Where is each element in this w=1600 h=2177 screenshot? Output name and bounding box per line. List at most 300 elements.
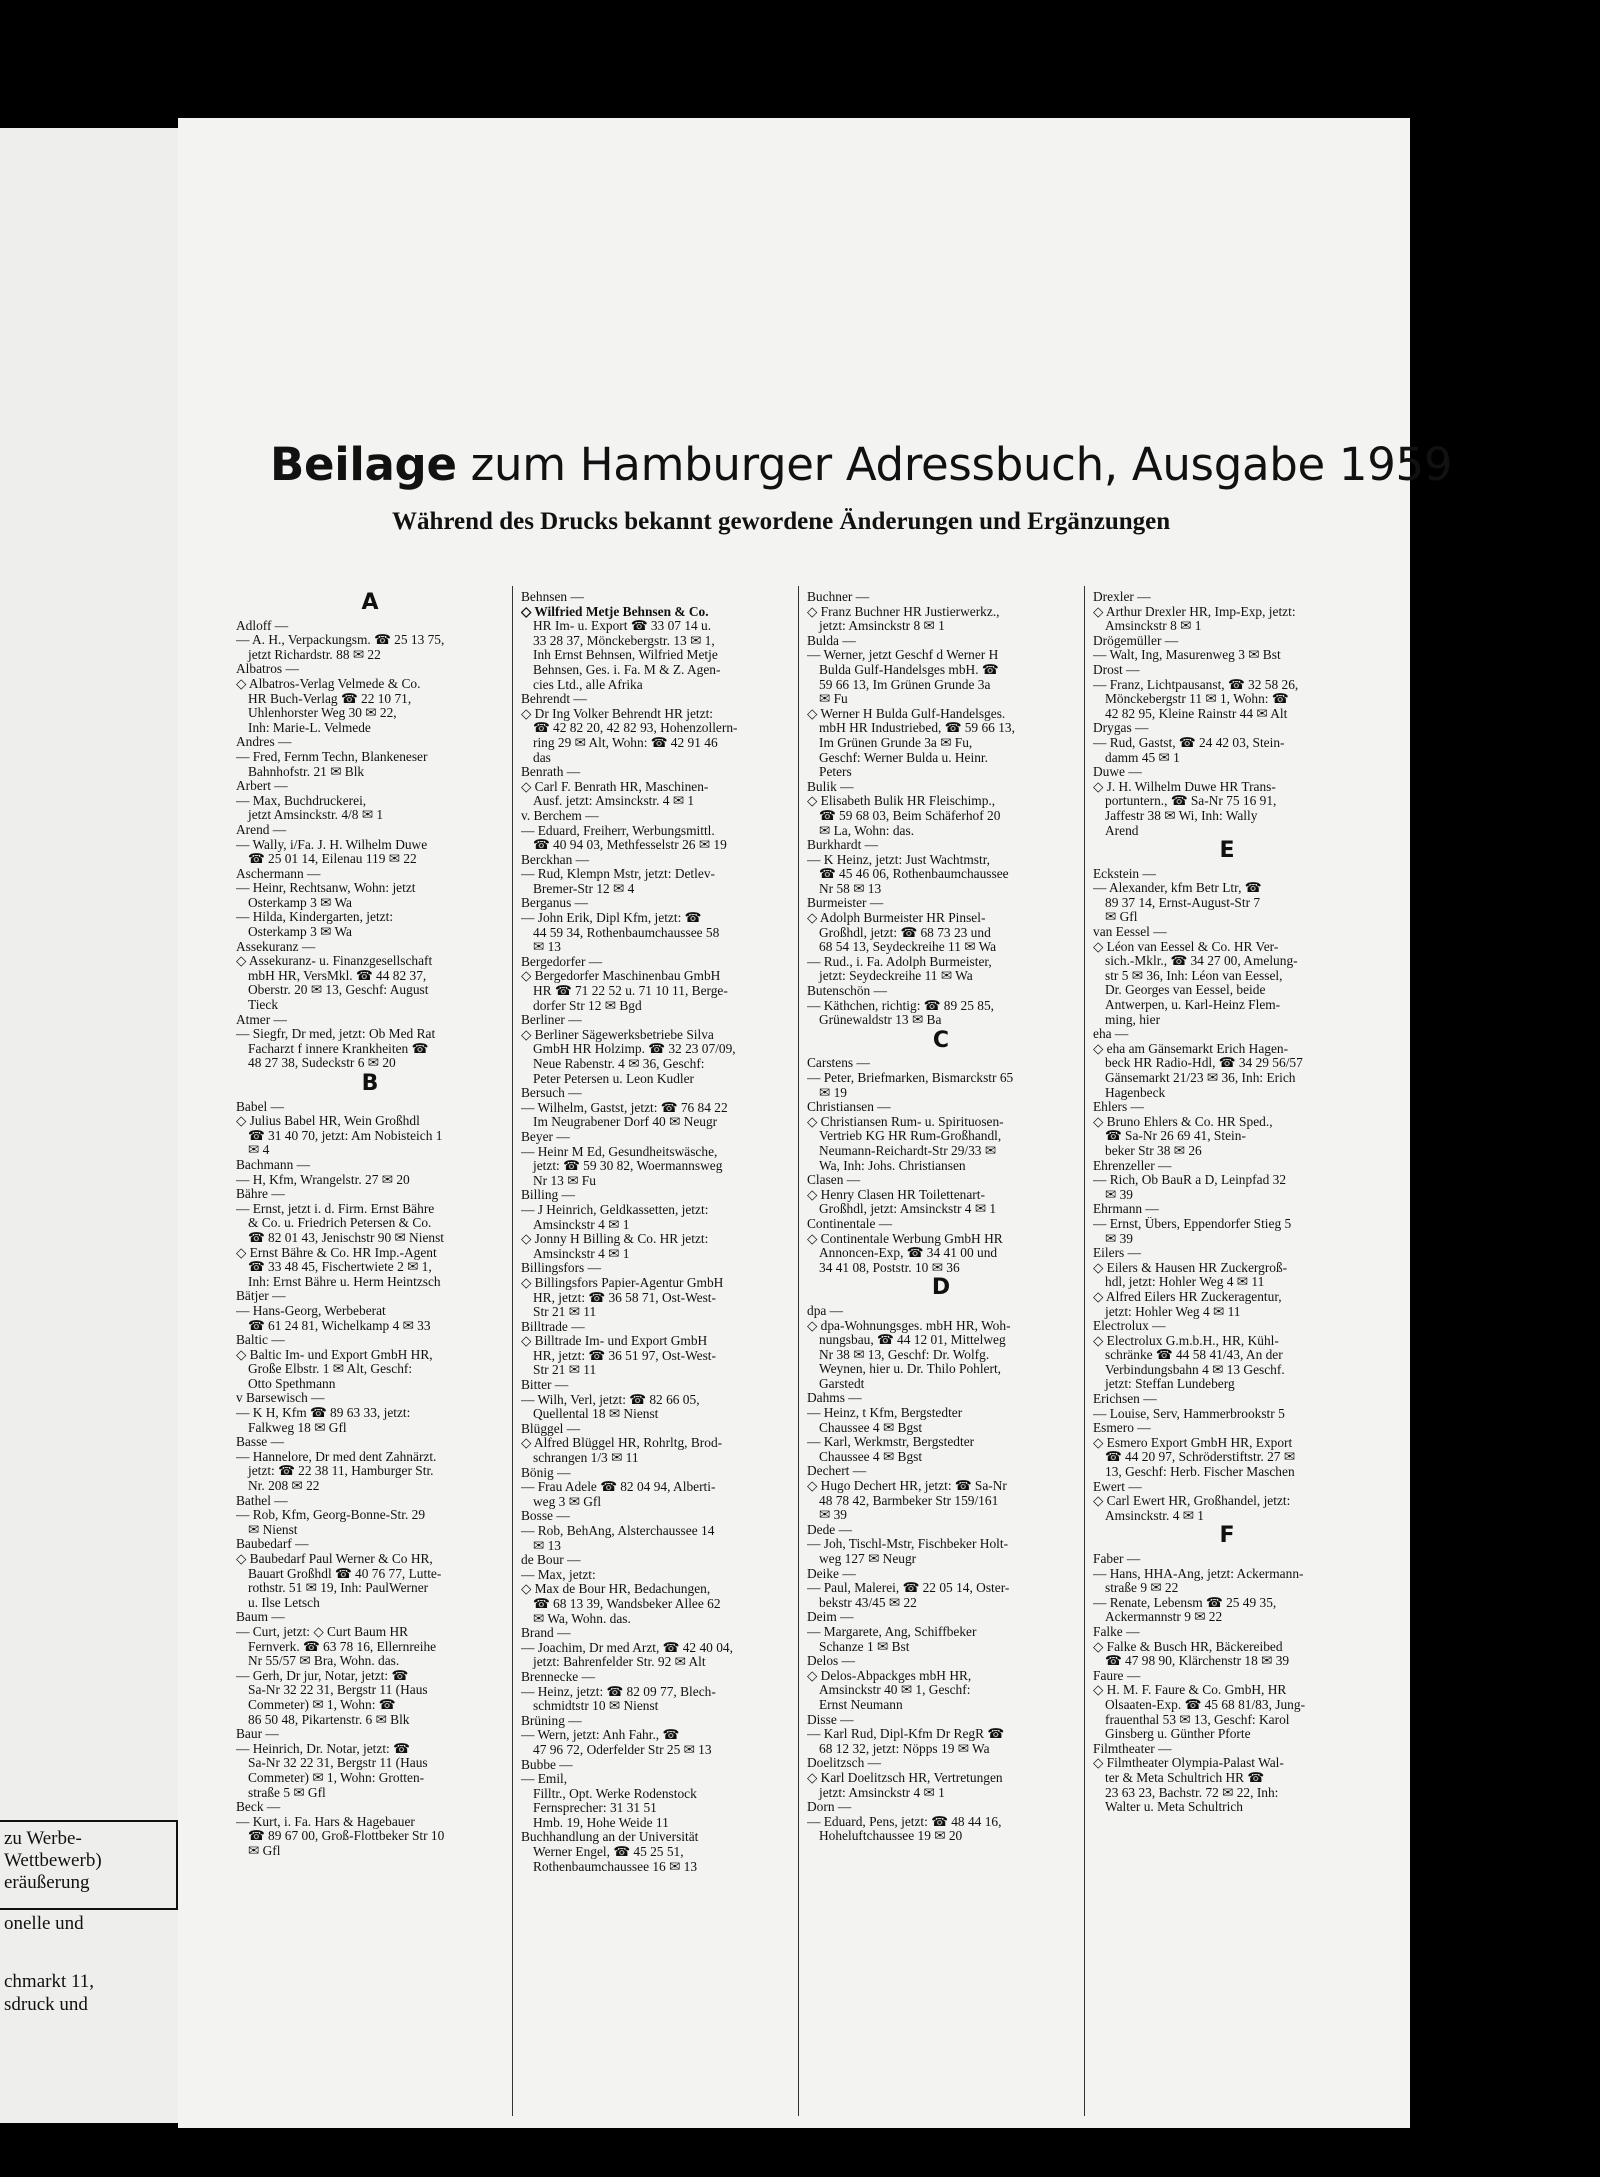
directory-line: ☎ 25 01 14, Eilenau 119 ✉ 22 <box>248 852 417 867</box>
directory-line: rothstr. 51 ✉ 19, Inh: PaulWerner <box>248 1581 429 1596</box>
directory-line: HR, jetzt: ☎ 36 58 71, Ost-West- <box>533 1290 716 1305</box>
directory-line: Doelitzsch — <box>807 1756 882 1771</box>
directory-line: Esmero — <box>1093 1421 1151 1436</box>
directory-line: ✉ Wa, Wohn. das. <box>533 1611 631 1626</box>
directory-line: Blüggel — <box>521 1421 581 1436</box>
directory-line: Ernst Neumann <box>819 1697 903 1712</box>
directory-line: ◇ Billingsfors Papier-Agentur GmbH <box>521 1275 724 1290</box>
directory-line: Bähre — <box>236 1187 285 1202</box>
directory-line: 33 28 37, Mönckebergstr. 13 ✉ 1, <box>533 633 715 648</box>
directory-line: beker Str 38 ✉ 26 <box>1105 1143 1202 1158</box>
directory-line: Brennecke — <box>521 1669 595 1684</box>
directory-line: 59 66 13, Im Grünen Grunde 3a <box>819 677 991 692</box>
directory-line: ◇ Assekuranz- u. Finanzgesellschaft <box>236 954 433 969</box>
directory-line: cies Ltd., alle Afrika <box>533 677 643 692</box>
directory-line: 13, Geschf: Herb. Fischer Maschen <box>1105 1465 1295 1480</box>
directory-line: ✉ 39 <box>1105 1231 1133 1246</box>
directory-line: Bauart Großhdl ☎ 40 76 77, Lutte- <box>248 1566 442 1581</box>
directory-line: Vertrieb KG HR Rum-Großhandl, <box>819 1129 1002 1144</box>
directory-line: Arbert — <box>236 779 288 794</box>
directory-line: ◇ Filmtheater Olympia-Palast Wal- <box>1093 1756 1284 1771</box>
directory-line: ◇ H. M. F. Faure & Co. GmbH, HR <box>1093 1683 1287 1698</box>
directory-line: Geschf: Werner Bulda u. Heinr. <box>819 750 988 765</box>
directory-line: — H, Kfm, Wrangelstr. 27 ✉ 20 <box>236 1172 410 1187</box>
prev-fragment: chmarkt 11, <box>4 1971 95 1992</box>
directory-line: Brüning — <box>521 1713 582 1728</box>
directory-line: Inh Ernst Behnsen, Wilfried Metje <box>533 648 718 663</box>
section-letter: D <box>931 1275 951 1301</box>
directory-line: Drygas — <box>1093 721 1149 736</box>
directory-line: — Hans, HHA-Ang, jetzt: Ackermann- <box>1093 1566 1304 1581</box>
directory-line: — Käthchen, richtig: ☎ 89 25 85, <box>807 998 995 1013</box>
directory-line: jetzt: Seydeckreihe 11 ✉ Wa <box>819 969 973 984</box>
directory-line: Bergedorfer — <box>521 954 603 969</box>
directory-line: jetzt: ☎ 59 30 82, Woermannsweg <box>533 1159 723 1174</box>
directory-line: — Rich, Ob BauR a D, Leinpfad 32 <box>1093 1173 1287 1188</box>
directory-line: Butenschön — <box>807 984 887 999</box>
directory-line: Rothenbaumchaussee 16 ✉ 13 <box>533 1859 698 1874</box>
directory-line: Burmeister — <box>807 896 884 911</box>
column-1 <box>236 590 504 2120</box>
directory-line: — Hilda, Kindergarten, jetzt: <box>236 910 394 925</box>
directory-line: — Wern, jetzt: Anh Fahr., ☎ <box>521 1728 680 1743</box>
directory-line: ☎ Sa-Nr 26 69 41, Stein- <box>1105 1129 1246 1144</box>
directory-line: Ausf. jetzt: Amsinckstr. 4 ✉ 1 <box>533 794 695 809</box>
directory-line: Ginsberg u. Günther Pforte <box>1105 1727 1251 1742</box>
directory-line: de Bour — <box>521 1553 581 1568</box>
directory-line: Duwe — <box>1093 765 1142 780</box>
directory-line: ◇ Julius Babel HR, Wein Großhdl <box>236 1114 420 1129</box>
directory-line: 89 37 14, Ernst-August-Str 7 <box>1105 895 1261 910</box>
directory-line: — Joachim, Dr med Arzt, ☎ 42 40 04, <box>521 1640 733 1655</box>
directory-line: — Peter, Briefmarken, Bismarckstr 65 <box>807 1071 1014 1085</box>
directory-line: Bathel — <box>236 1493 288 1508</box>
directory-line: v. Berchem — <box>521 808 599 823</box>
directory-line: beck HR Radio-Hdl, ☎ 34 29 56/57 <box>1105 1056 1303 1071</box>
directory-line: GmbH HR Holzimp. ☎ 32 23 07/09, <box>533 1042 736 1057</box>
directory-line: ☎ 89 67 00, Groß-Flottbeker Str 10 <box>248 1829 445 1844</box>
section-letter: E <box>1219 838 1235 864</box>
directory-line: ✉ 39 <box>1105 1187 1133 1202</box>
directory-line: Ewert — <box>1093 1479 1142 1494</box>
directory-line: Dorn — <box>807 1800 852 1815</box>
directory-line: Falke — <box>1093 1624 1140 1639</box>
directory-line: ☎ 47 98 90, Klärchenstr 18 ✉ 39 <box>1105 1654 1290 1669</box>
directory-line: ✉ 19 <box>819 1085 847 1100</box>
directory-line: Große Elbstr. 1 ✉ Alt, Geschf: <box>248 1362 413 1377</box>
directory-line: van Eessel — <box>1093 925 1167 940</box>
directory-line: ◇ Esmero Export GmbH HR, Export <box>1093 1435 1293 1450</box>
directory-line: ◇ Carl F. Benrath HR, Maschinen- <box>521 779 709 794</box>
directory-line: Str 21 ✉ 11 <box>533 1363 597 1378</box>
directory-line: — Rob, BehAng, Alsterchaussee 14 <box>521 1524 715 1538</box>
directory-line: Buchner — <box>807 590 870 604</box>
directory-line: ✉ Nienst <box>248 1522 298 1537</box>
directory-line: ming, hier <box>1105 1012 1161 1027</box>
directory-line: ☎ 59 68 03, Beim Schäferhof 20 <box>819 808 1001 823</box>
directory-line: ◇ Carl Ewert HR, Großhandel, jetzt: <box>1093 1494 1291 1509</box>
directory-line: ◇ Continentale Werbung GmbH HR <box>807 1231 1003 1246</box>
directory-line: sich.-Mklr., ☎ 34 27 00, Amelung- <box>1105 954 1298 969</box>
directory-line: Electrolux — <box>1093 1319 1166 1334</box>
directory-line: Dahms — <box>807 1391 862 1406</box>
directory-line: dpa — <box>807 1303 844 1318</box>
directory-line: Dede — <box>807 1522 852 1537</box>
section-letter: F <box>1219 1523 1235 1549</box>
directory-line: Hoheluftchaussee 19 ✉ 20 <box>819 1829 963 1844</box>
directory-line: ◇ Karl Doelitzsch HR, Vertretungen <box>807 1770 1003 1785</box>
directory-line: Dechert — <box>807 1464 867 1479</box>
column-3 <box>807 590 1075 2120</box>
directory-line: Hagenbeck <box>1105 1085 1166 1100</box>
directory-line: — Heinrich, Dr. Notar, jetzt: ☎ <box>236 1741 410 1756</box>
directory-line: — Wilh, Verl, jetzt: ☎ 82 66 05, <box>521 1392 700 1407</box>
directory-line: — Frau Adele ☎ 82 04 94, Alberti- <box>521 1480 716 1495</box>
directory-line: ✉ Gfl <box>248 1843 281 1858</box>
directory-line: — Werner, jetzt Geschf d Werner H <box>807 648 999 663</box>
directory-line: Baum — <box>236 1610 285 1625</box>
directory-line: schränke ☎ 44 58 41/43, An der <box>1105 1348 1283 1363</box>
directory-line: — Alexander, kfm Betr Ltr, ☎ <box>1093 881 1262 896</box>
directory-line: Bulda — <box>807 633 856 648</box>
directory-line: Nr 58 ✉ 13 <box>819 881 882 896</box>
directory-line: — John Erik, Dipl Kfm, jetzt: ☎ <box>521 911 702 926</box>
title-bold: Beilage <box>270 438 457 491</box>
directory-line: Mönckebergstr 11 ✉ 1, Wohn: ☎ <box>1105 692 1289 707</box>
directory-line: — Heinr M Ed, Gesundheitswäsche, <box>521 1144 718 1159</box>
directory-line: Im Neugrabener Dorf 40 ✉ Neugr <box>533 1115 718 1130</box>
directory-line: Bosse — <box>521 1509 570 1524</box>
section-letter: C <box>932 1027 950 1053</box>
directory-line: jetzt Richardstr. 88 ✉ 22 <box>248 647 381 662</box>
directory-line: Peter Petersen u. Leon Kudler <box>533 1071 695 1086</box>
directory-line: ☎ 42 82 20, 42 82 93, Hohenzollern- <box>533 721 738 736</box>
directory-line: Bönig — <box>521 1465 571 1480</box>
directory-line: Basse — <box>236 1435 284 1450</box>
directory-line: schrangen 1/3 ✉ 11 <box>533 1451 639 1466</box>
directory-line: Annoncen-Exp, ☎ 34 41 00 und <box>819 1246 998 1261</box>
column-divider <box>512 586 513 2116</box>
directory-line: Chaussee 4 ✉ Bgst <box>819 1449 923 1464</box>
directory-line: 68 54 13, Seydeckreihe 11 ✉ Wa <box>819 940 997 955</box>
directory-line: ✉ 4 <box>248 1143 270 1158</box>
directory-line: Aschermann — <box>236 866 321 881</box>
prev-fragment: sdruck und <box>4 1994 88 2015</box>
directory-line: damm 45 ✉ 1 <box>1105 750 1180 765</box>
directory-line: ◇ Henry Clasen HR Toilettenart- <box>807 1187 985 1202</box>
directory-line: Uhlenhorster Weg 30 ✉ 22, <box>248 706 397 721</box>
directory-line: 42 82 95, Kleine Rainstr 44 ✉ Alt <box>1105 706 1288 721</box>
directory-line: ◇ Arthur Drexler HR, Imp-Exp, jetzt: <box>1093 604 1296 619</box>
directory-line: Eilers — <box>1093 1246 1141 1261</box>
directory-line: HR ☎ 71 22 52 u. 71 10 11, Berge- <box>533 984 728 999</box>
directory-line: ◇ Baubedarf Paul Werner & Co HR, <box>236 1552 433 1566</box>
directory-line: str 5 ✉ 36, Inh: Léon van Eessel, <box>1105 968 1283 983</box>
directory-line: mbH HR Industriebed, ☎ 59 66 13, <box>819 721 1015 736</box>
directory-line: Antwerpen, u. Karl-Heinz Flem- <box>1105 998 1281 1013</box>
directory-line: Jaffestr 38 ✉ Wi, Inh: Wally <box>1105 808 1258 823</box>
directory-line: Baur — <box>236 1727 279 1742</box>
directory-line: Bachmann — <box>236 1157 311 1172</box>
directory-line: 23 63 23, Bachstr. 72 ✉ 22, Inh: <box>1105 1785 1279 1800</box>
directory-line: Andres — <box>236 735 292 750</box>
directory-line: weg 3 ✉ Gfl <box>533 1494 602 1509</box>
directory-line: ◇ Ernst Bähre & Co. HR Imp.-Agent <box>236 1245 437 1260</box>
directory-line: ☎ 82 01 43, Jenischstr 90 ✉ Nienst <box>248 1230 445 1245</box>
directory-line: ✉ Fu <box>819 692 848 707</box>
directory-line: — Paul, Malerei, ☎ 22 05 14, Oster- <box>807 1581 1010 1596</box>
directory-line: — Franz, Lichtpausanst, ☎ 32 58 26, <box>1093 677 1299 692</box>
directory-line: Bitter — <box>521 1378 569 1393</box>
directory-line: jetzt: Amsinckstr 8 ✉ 1 <box>819 619 945 634</box>
directory-line: Filmtheater — <box>1093 1741 1172 1756</box>
directory-line: — Hans-Georg, Werbeberat <box>236 1303 386 1318</box>
directory-line: ◇ Albatros-Verlag Velmede & Co. <box>236 676 421 691</box>
directory-line: — Margarete, Ang, Schiffbeker <box>807 1624 977 1639</box>
directory-line: — Walt, Ing, Masurenweg 3 ✉ Bst <box>1093 648 1281 663</box>
directory-line: Neue Rabenstr. 4 ✉ 36, Geschf: <box>533 1057 705 1071</box>
directory-line: Oberstr. 20 ✉ 13, Geschf: August <box>248 983 429 998</box>
directory-line: & Co. u. Friedrich Petersen & Co. <box>248 1216 432 1231</box>
directory-line: Disse — <box>807 1712 854 1727</box>
directory-line: — Eduard, Freiherr, Werbungsmittl. <box>521 823 715 838</box>
directory-line: Tieck <box>248 998 279 1013</box>
directory-line: ring 29 ✉ Alt, Wohn: ☎ 42 91 46 <box>533 735 718 750</box>
directory-line: ☎ 31 40 70, jetzt: Am Nobisteich 1 <box>248 1128 443 1143</box>
directory-line: Billing — <box>521 1188 575 1203</box>
directory-line: — Fred, Fernm Techn, Blankeneser <box>236 749 428 764</box>
directory-line: — Kurt, i. Fa. Hars & Hagebauer <box>236 1814 415 1829</box>
directory-line: — Ernst, Übers, Eppendorfer Stieg 5 <box>1093 1216 1292 1231</box>
column-2 <box>521 590 789 2120</box>
directory-line: ☎ 44 20 97, Schröderstiftstr. 27 ✉ <box>1105 1450 1296 1465</box>
directory-line: 34 41 08, Poststr. 10 ✉ 36 <box>819 1260 960 1275</box>
directory-line: Chaussee 4 ✉ Bgst <box>819 1420 923 1435</box>
directory-line: 44 59 34, Rothenbaumchaussee 58 <box>533 925 720 940</box>
directory-line: ◇ Eilers & Hausen HR Zuckergroß- <box>1093 1260 1288 1275</box>
directory-line: Osterkamp 3 ✉ Wa <box>248 925 352 940</box>
directory-line: Inh: Marie-L. Velmede <box>248 720 371 735</box>
directory-line: u. Ilse Letsch <box>248 1595 320 1610</box>
directory-line: Nr 13 ✉ Fu <box>533 1173 596 1188</box>
directory-line: Beyer — <box>521 1129 570 1144</box>
directory-line: Drost — <box>1093 662 1140 677</box>
directory-line: ◇ Léon van Eessel & Co. HR Ver- <box>1093 939 1279 954</box>
directory-line: 86 50 48, Pikartenstr. 6 ✉ Blk <box>248 1712 410 1727</box>
directory-line: Fernsprecher: 31 31 51 <box>533 1801 657 1816</box>
directory-line: 47 96 72, Oderfelder Str 25 ✉ 13 <box>533 1742 712 1757</box>
directory-line: Assekuranz — <box>236 939 316 954</box>
directory-line: — Siegfr, Dr med, jetzt: Ob Med Rat <box>236 1027 436 1042</box>
directory-line: Faure — <box>1093 1668 1141 1683</box>
directory-line: Großhdl, jetzt: Amsinckstr 4 ✉ 1 <box>819 1202 997 1217</box>
directory-line: ◇ Bergedorfer Maschinenbau GmbH <box>521 969 721 984</box>
directory-line: ◇ Baltic Im- und Export GmbH HR, <box>236 1347 433 1362</box>
title-rest: zum Hamburger Adressbuch, Ausgabe 1959 <box>456 438 1453 491</box>
directory-line: ◇ Elisabeth Bulik HR Fleischimp., <box>807 794 996 809</box>
directory-line: Amsinckstr 40 ✉ 1, Geschf: <box>819 1683 971 1698</box>
directory-line: Berckhan — <box>521 852 590 867</box>
directory-line: Drögemüller — <box>1093 633 1179 648</box>
page-title <box>270 438 1452 491</box>
directory-line: Arend — <box>236 822 287 837</box>
prev-fragment: eräußerung <box>4 1872 90 1893</box>
directory-line: Walter u. Meta Schultrich <box>1105 1800 1243 1815</box>
directory-line: Beck — <box>236 1800 281 1815</box>
directory-line: — Eduard, Pens, jetzt: ☎ 48 44 16, <box>807 1814 1002 1829</box>
directory-line: — Rud, Gastst, ☎ 24 42 03, Stein- <box>1093 735 1285 750</box>
directory-line: ◇ Alfred Eilers HR Zuckeragentur, <box>1093 1289 1282 1304</box>
directory-line: v Barsewisch — <box>236 1391 325 1406</box>
directory-line: Ackermannstr 9 ✉ 22 <box>1105 1610 1223 1625</box>
directory-line: ◇ Franz Buchner HR Justierwerkz., <box>807 604 1000 619</box>
directory-line: — Heinz, jetzt: ☎ 82 09 77, Blech- <box>521 1684 716 1699</box>
directory-line: Bubbe — <box>521 1757 573 1772</box>
directory-line: Baltic — <box>236 1333 285 1348</box>
directory-line: Nr 55/57 ✉ Bra, Wohn. das. <box>248 1654 400 1669</box>
directory-line: — Rud, Klempn Mstr, jetzt: Detlev- <box>521 867 715 882</box>
directory-line: Bersuch — <box>521 1086 582 1101</box>
directory-line: — Karl Rud, Dipl-Kfm Dr RegR ☎ <box>807 1727 1005 1742</box>
directory-line: ✉ La, Wohn: das. <box>819 823 915 838</box>
directory-line: Burkhardt — <box>807 838 879 853</box>
directory-line: Bremer-Str 12 ✉ 4 <box>533 881 635 896</box>
column-divider <box>798 586 799 2116</box>
directory-line: jetzt: Steffan Lundeberg <box>1105 1377 1235 1392</box>
directory-line: Filltr., Opt. Werke Rodenstock <box>533 1786 697 1801</box>
directory-line: jetzt: ☎ 22 38 11, Hamburger Str. <box>248 1464 434 1479</box>
directory-line: ◇ Max de Bour HR, Bedachungen, <box>521 1582 711 1597</box>
section-letter: A <box>361 590 379 615</box>
directory-line: Deike — <box>807 1566 856 1581</box>
directory-line: Behnsen, Ges. i. Fa. M & Z. Agen- <box>533 662 721 677</box>
directory-line: ◇ Berliner Sägewerksbetriebe Silva <box>521 1027 714 1042</box>
directory-line: — Gerh, Dr jur, Notar, jetzt: ☎ <box>236 1668 409 1683</box>
directory-line: Schanze 1 ✉ Bst <box>819 1639 910 1654</box>
directory-line: Nr. 208 ✉ 22 <box>248 1479 320 1494</box>
directory-line: Großhdl, jetzt: ☎ 68 73 23 und <box>819 925 991 940</box>
directory-line: — Max, Buchdruckerei, <box>236 793 367 808</box>
directory-line: eha — <box>1093 1027 1129 1042</box>
directory-line: Baubedarf — <box>236 1537 309 1552</box>
page-subtitle: Während des Drucks bekannt gewordene Änderungen und Ergänzungen <box>392 508 1171 535</box>
directory-line: — K H, Kfm ☎ 89 63 33, jetzt: <box>236 1406 411 1421</box>
directory-line: Benrath — <box>521 765 581 780</box>
directory-line: ☎ 68 13 39, Wandsbeker Allee 62 <box>533 1596 721 1611</box>
directory-line: Babel — <box>236 1099 284 1114</box>
directory-line: straße 9 ✉ 22 <box>1105 1581 1179 1596</box>
directory-line: Wa, Inh: Johs. Christiansen <box>819 1158 966 1173</box>
prev-fragment: Wettbewerb) <box>4 1850 102 1871</box>
directory-line: Faber — <box>1093 1552 1141 1566</box>
directory-line: Ehlers — <box>1093 1100 1144 1115</box>
directory-line: ◇ Dr Ing Volker Behrendt HR jetzt: <box>521 706 714 721</box>
directory-line: Buchhandlung an der Universität <box>521 1830 699 1845</box>
directory-line: Verbindungsbahn 4 ✉ 13 Geschf. <box>1105 1362 1285 1377</box>
directory-line: — Ernst, jetzt i. d. Firm. Ernst Bähre <box>236 1201 435 1216</box>
directory-line: jetzt: Bahrenfelder Str. 92 ✉ Alt <box>533 1655 706 1670</box>
directory-line: Delos — <box>807 1654 855 1669</box>
directory-line: mbH HR, VersMkl. ☎ 44 82 37, <box>248 968 427 983</box>
directory-line: Eckstein — <box>1093 866 1156 881</box>
directory-line: — Emil, <box>521 1772 568 1787</box>
directory-line: Gänsemarkt 21/23 ✉ 36, Inh: Erich <box>1105 1071 1296 1085</box>
directory-line: HR, jetzt: ☎ 36 51 97, Ost-West- <box>533 1348 716 1363</box>
directory-line: ◇ Werner H Bulda Gulf-Handelsges. <box>807 706 1006 721</box>
directory-line: — Curt, jetzt: ◇ Curt Baum HR <box>236 1624 409 1639</box>
directory-line: bekstr 43/45 ✉ 22 <box>819 1595 917 1610</box>
directory-line: Adloff — <box>236 618 289 633</box>
directory-line: Osterkamp 3 ✉ Wa <box>248 895 352 910</box>
directory-line: ◇ Billtrade Im- und Export GmbH <box>521 1334 708 1349</box>
directory-line: ◇ Alfred Blüggel HR, Rohrltg, Brod- <box>521 1436 723 1451</box>
directory-line: schmidtstr 10 ✉ Nienst <box>533 1699 659 1714</box>
directory-line: — Rob, Kfm, Georg-Bonne-Str. 29 <box>236 1508 426 1523</box>
directory-line: — Wally, i/Fa. J. H. Wilhelm Duwe <box>236 837 428 852</box>
directory-line: — Joh, Tischl-Mstr, Fischbeker Holt- <box>807 1537 1009 1552</box>
directory-line: — Hannelore, Dr med dent Zahnärzt. <box>236 1449 437 1464</box>
directory-line: Garstedt <box>819 1376 865 1391</box>
directory-line: straße 5 ✉ Gfl <box>248 1785 326 1800</box>
directory-line: jetzt Amsinckstr. 4/8 ✉ 1 <box>248 808 384 823</box>
directory-line: ☎ 40 94 03, Methfesselstr 26 ✉ 19 <box>533 838 727 853</box>
directory-line: dorfer Str 12 ✉ Bgd <box>533 998 642 1013</box>
directory-line: ✉ 39 <box>819 1508 847 1523</box>
directory-line: ◇ Bruno Ehlers & Co. HR Sped., <box>1093 1114 1273 1129</box>
directory-line: ◇ Hugo Dechert HR, jetzt: ☎ Sa-Nr <box>807 1479 1007 1494</box>
directory-line: Hmb. 19, Hohe Weide 11 <box>533 1815 669 1830</box>
directory-line: Carstens — <box>807 1056 870 1071</box>
directory-line: ◇ dpa-Wohnungsges. mbH HR, Woh- <box>807 1318 1011 1333</box>
directory-line: hdl, jetzt: Hohler Weg 4 ✉ 11 <box>1105 1275 1265 1290</box>
column-divider <box>1084 586 1085 2116</box>
directory-line: ✉ Gfl <box>1105 910 1138 925</box>
directory-line: — Heinz, t Kfm, Bergstedter <box>807 1406 963 1421</box>
directory-line: Werner Engel, ☎ 45 25 51, <box>533 1845 684 1860</box>
directory-line: Inh: Ernst Bähre u. Herm Heintzsch <box>248 1274 441 1289</box>
directory-line: das <box>533 750 551 765</box>
directory-line: Neumann-Reichardt-Str 29/33 ✉ <box>819 1143 997 1158</box>
directory-line: ☎ 33 48 45, Fischertwiete 2 ✉ 1, <box>248 1260 432 1275</box>
directory-line: 48 27 38, Sudeckstr 6 ✉ 20 <box>248 1056 396 1071</box>
directory-line: ◇ Adolph Burmeister HR Pinsel- <box>807 911 986 926</box>
directory-line: Behnsen — <box>521 590 584 604</box>
prev-fragment: onelle und <box>4 1913 84 1934</box>
directory-line: Olsaaten-Exp. ☎ 45 68 81/83, Jung- <box>1105 1697 1306 1712</box>
directory-line: Atmer — <box>236 1012 287 1027</box>
directory-line: Berganus — <box>521 896 589 911</box>
directory-line: — Louise, Serv, Hammerbrookstr 5 <box>1093 1406 1285 1421</box>
directory-line: Sa-Nr 32 22 31, Bergstr 11 (Haus <box>248 1756 428 1771</box>
directory-line: ✉ 13 <box>533 1538 561 1553</box>
directory-line: Continentale — <box>807 1216 893 1231</box>
directory-line: — Wilhelm, Gastst, jetzt: ☎ 76 84 22 <box>521 1100 728 1115</box>
directory-line: Erichsen — <box>1093 1392 1157 1407</box>
directory-line: 48 78 42, Barmbeker Str 159/161 <box>819 1493 999 1508</box>
directory-line: Commeter) ✉ 1, Wohn: ☎ <box>248 1697 396 1712</box>
column-4 <box>1093 590 1361 2120</box>
directory-line: — J Heinrich, Geldkassetten, jetzt: <box>521 1202 709 1217</box>
directory-line: Im Grünen Grunde 3a ✉ Fu, <box>819 735 973 750</box>
directory-line: — Max, jetzt: <box>521 1567 596 1582</box>
previous-page-edge <box>0 128 178 2123</box>
directory-line: Facharzt f innere Krankheiten ☎ <box>248 1041 429 1056</box>
directory-line: Amsinckstr 4 ✉ 1 <box>533 1246 630 1261</box>
directory-line: ◇ Jonny H Billing & Co. HR jetzt: <box>521 1232 709 1247</box>
directory-line: Bulik — <box>807 779 854 794</box>
directory-line: Behrendt — <box>521 692 587 707</box>
directory-line: — Rud., i. Fa. Adolph Burmeister, <box>807 954 992 969</box>
